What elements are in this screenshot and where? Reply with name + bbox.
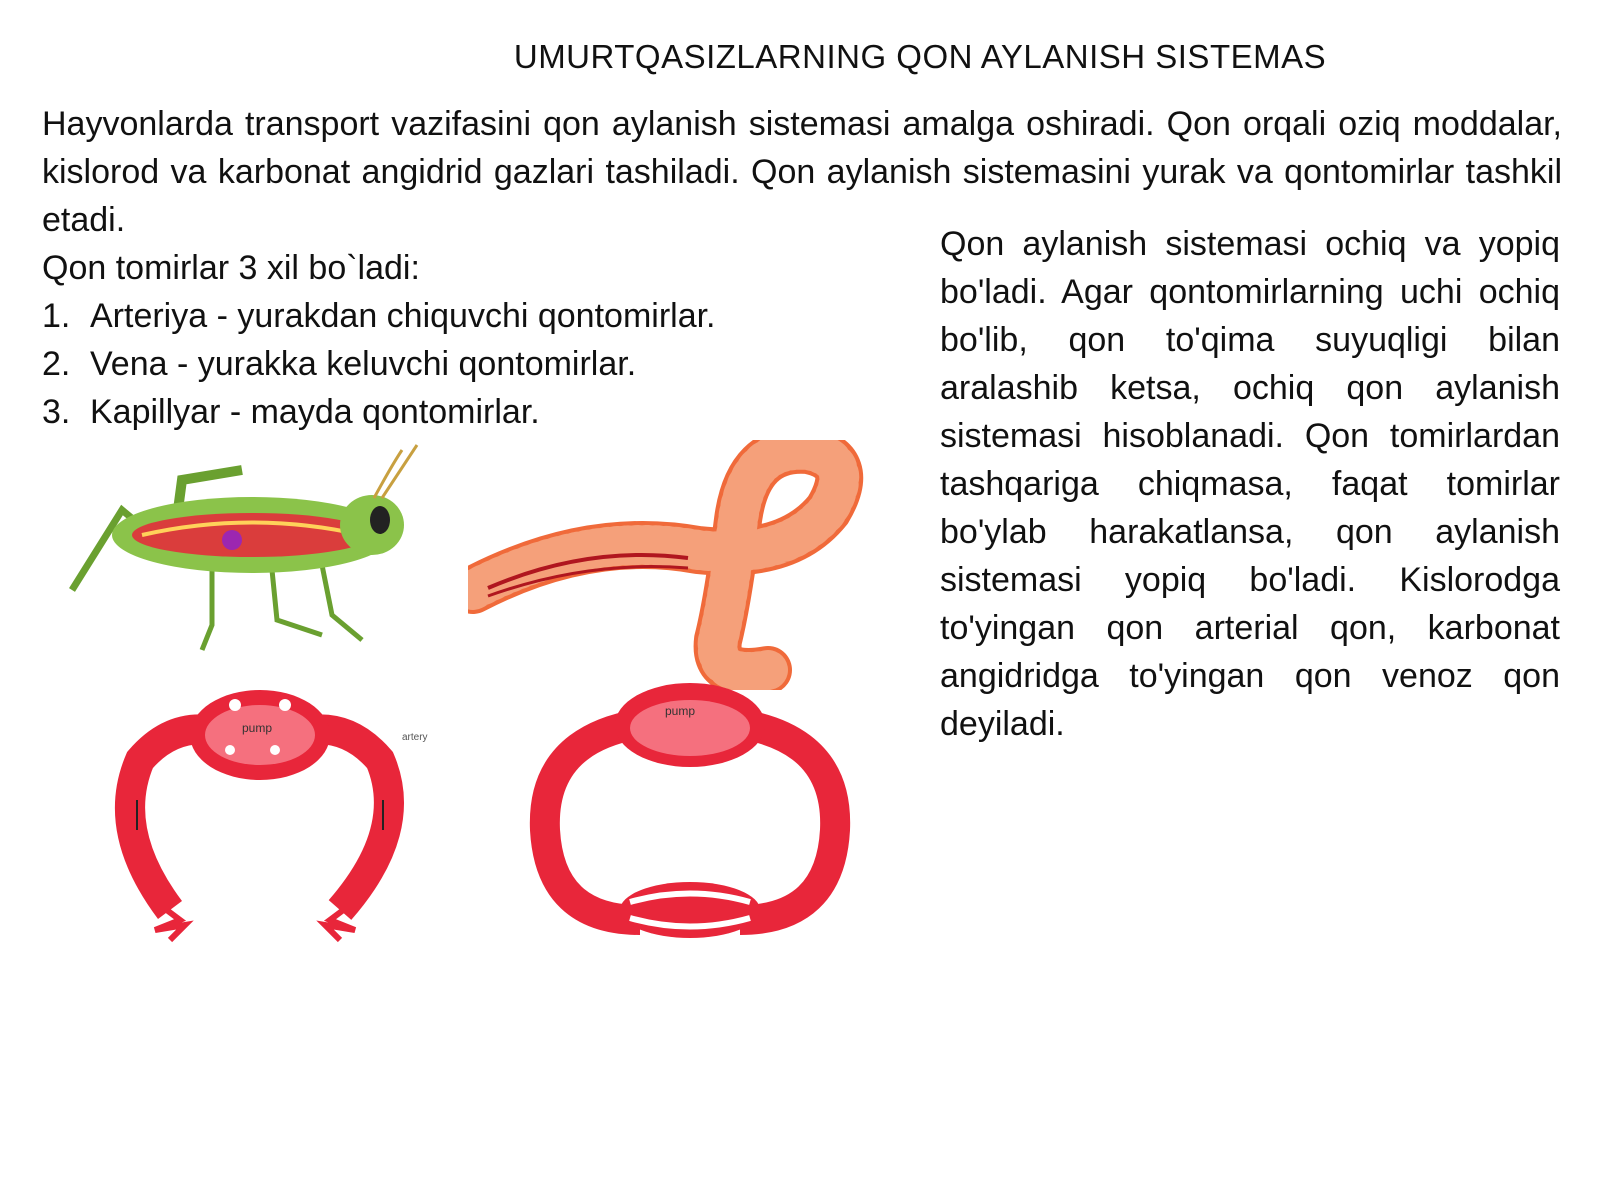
intro-paragraph: Hayvonlarda transport vazifasini qon aylanish sistemasi amalga oshiradi. Qon orqali oziq moddalar, kislorod va karbonat angidrid gazlari tashiladi. Qon aylanish sistemasini yurak va qontomirlar tashkil etadi. (42, 105, 1562, 239)
list-item-text: Kapillyar - mayda qontomirlar. (90, 393, 540, 431)
vessel-item-arteriya (42, 292, 862, 340)
pump-label: pump (665, 704, 696, 718)
list-number: 1. (42, 297, 71, 335)
pump-label: pump (242, 721, 273, 735)
list-number: 2. (42, 345, 71, 383)
vessel-types-block (42, 244, 862, 436)
list-item-text: Arteriya - yurakdan chiquvchi qontomirlar. (90, 297, 716, 335)
earthworm-image (468, 440, 888, 690)
circulation-explanation: Qon aylanish sistemasi ochiq va yopiq bo'ladi. Agar qontomirlarning uchi ochiq bo'lib, qon to'qima suyuqligi bilan aralashib ketsa, ochiq qon aylanish sistemasi hisoblanadi. Qon tomirlardan tashqariga chiqmasa, faqat tomirlar bo'ylab harakatlansa, qon aylanish sistemasi yopiq bo'ladi. Kislorodga to'yingan qon arterial qon, karbonat angidridga to'yingan qon venoz qon deyiladi. (940, 225, 1560, 743)
closed-circulation-diagram (520, 680, 860, 960)
list-item-text: Vena - yurakka keluvchi qontomirlar. (90, 345, 637, 383)
vessel-item-vena (42, 340, 862, 388)
open-circulation-diagram (110, 680, 450, 950)
slide-title: UMURTQASIZLARNING QON AYLANISH SISTEMAS (513, 38, 1327, 75)
grasshopper-image (62, 440, 432, 660)
list-number: 3. (42, 393, 71, 431)
vessel-types-heading: Qon tomirlar 3 xil bo`ladi: (42, 249, 420, 287)
vessel-types-list (42, 292, 862, 436)
vessel-item-kapillyar (42, 388, 862, 436)
artery-label: artery (402, 732, 428, 743)
